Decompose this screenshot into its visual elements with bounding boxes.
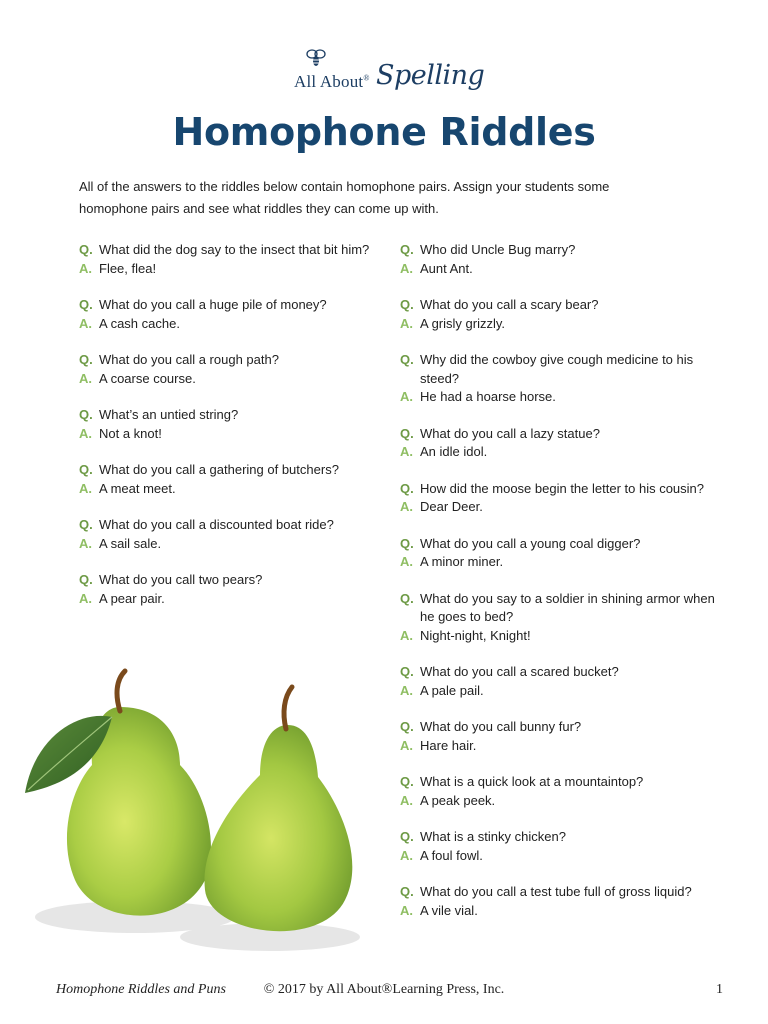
riddle-item — [400, 828, 720, 865]
riddle-question — [400, 590, 720, 627]
question-label: Q. — [79, 407, 93, 422]
answer-text: Not a knot! — [99, 425, 162, 441]
question-text: What do you call a huge pile of money? — [99, 297, 327, 312]
riddle-item — [400, 590, 720, 646]
riddle-item — [400, 351, 720, 407]
riddle-question — [79, 461, 374, 480]
riddle-question — [400, 883, 720, 902]
riddle-item — [400, 535, 720, 572]
question-text: What do you call a lazy statue? — [420, 425, 600, 441]
answer-label: A. — [400, 499, 413, 514]
question-text: What is a quick look at a mountaintop? — [420, 774, 644, 789]
riddle-answer — [400, 260, 720, 279]
riddle-answer — [400, 627, 720, 646]
riddle-answer — [79, 260, 374, 279]
riddle-question — [400, 425, 720, 444]
question-text: What do you call a scary bear? — [420, 297, 599, 312]
question-label: Q. — [400, 242, 414, 257]
answer-label: A. — [79, 260, 92, 276]
riddle-question — [400, 296, 720, 315]
question-text: What do you call a scared bucket? — [420, 664, 619, 679]
question-label: Q. — [79, 572, 93, 587]
riddle-item — [79, 296, 374, 333]
question-text: What do you call a discounted boat ride? — [99, 517, 334, 532]
brand-logo — [0, 46, 768, 102]
question-label: Q. — [79, 297, 93, 312]
answer-text: He had a hoarse horse. — [420, 389, 556, 404]
answer-label: A. — [400, 260, 413, 276]
riddles-right-column — [400, 241, 720, 938]
question-text: What’s an untied string? — [99, 407, 239, 422]
answer-label: A. — [79, 425, 92, 441]
answer-text: A meat meet. — [99, 480, 176, 496]
answer-label: A. — [400, 444, 413, 459]
riddle-item — [79, 406, 374, 443]
question-label: Q. — [400, 535, 414, 551]
answer-text: Night-night, Knight! — [420, 627, 531, 643]
riddle-item — [400, 425, 720, 462]
riddle-item — [400, 480, 720, 517]
answer-text: An idle idol. — [420, 444, 488, 459]
answer-text: A foul fowl. — [420, 847, 483, 863]
question-text: Who did Uncle Bug marry? — [420, 242, 576, 257]
riddle-answer — [400, 847, 720, 866]
answer-text: A coarse course. — [99, 370, 196, 386]
question-label: Q. — [400, 480, 414, 496]
question-label: Q. — [400, 884, 414, 899]
riddle-answer — [79, 425, 374, 444]
riddle-item — [400, 296, 720, 333]
answer-label: A. — [400, 315, 413, 331]
footer-page-number: 1 — [716, 982, 723, 997]
riddle-question — [79, 516, 374, 535]
logo-text-spelling: Spelling — [376, 60, 485, 91]
riddles-left-column — [79, 241, 374, 626]
answer-text: Dear Deer. — [420, 499, 483, 514]
question-text: What do you call bunny fur? — [420, 719, 582, 734]
riddle-question — [400, 241, 720, 260]
question-label: Q. — [400, 774, 414, 789]
question-label: Q. — [79, 517, 93, 532]
answer-label: A. — [400, 627, 413, 643]
pear-right — [205, 725, 353, 931]
question-label: Q. — [79, 352, 93, 367]
riddle-answer — [79, 590, 374, 609]
answer-label: A. — [79, 590, 92, 606]
riddle-answer — [79, 315, 374, 334]
riddle-answer — [400, 388, 720, 407]
question-label: Q. — [400, 829, 414, 844]
answer-text: A pale pail. — [420, 682, 484, 698]
riddle-answer — [400, 737, 720, 756]
question-text: What do you call a rough path? — [99, 352, 279, 367]
riddle-question — [400, 535, 720, 554]
logo-text-all-about: All About® — [294, 72, 370, 91]
answer-text: Hare hair. — [420, 737, 477, 753]
question-label: Q. — [79, 242, 93, 257]
riddle-question — [400, 828, 720, 847]
footer-doc-title: Homophone Riddles and Puns — [56, 982, 226, 997]
question-label: Q. — [400, 297, 414, 312]
riddle-answer — [400, 498, 720, 517]
intro-paragraph: All of the answers to the riddles below contain homophone pairs. Assign your students some homophone pairs and see what riddles they can come up with. — [79, 179, 610, 216]
riddle-answer — [400, 553, 720, 572]
answer-text: A vile vial. — [420, 902, 478, 918]
answer-label: A. — [79, 535, 92, 551]
riddle-answer — [79, 480, 374, 499]
riddle-question — [79, 296, 374, 315]
answer-text: A sail sale. — [99, 535, 162, 551]
riddle-answer — [79, 535, 374, 554]
answer-label: A. — [400, 554, 413, 569]
riddle-question — [400, 718, 720, 737]
footer-copyright: © 2017 by All About®Learning Press, Inc. — [263, 982, 505, 997]
riddle-question — [79, 241, 374, 260]
riddle-item — [400, 773, 720, 810]
question-text: What do you call two pears? — [99, 572, 263, 587]
pear-right-stem — [284, 687, 292, 729]
riddle-question — [79, 571, 374, 590]
answer-text: A minor miner. — [420, 554, 504, 569]
pear-left-stem — [117, 671, 125, 711]
question-text: What did the dog say to the insect that bit him? — [99, 242, 370, 257]
answer-text: A cash cache. — [99, 315, 180, 331]
answer-text: A peak peek. — [420, 792, 496, 808]
answer-text: A pear pair. — [99, 590, 165, 606]
question-label: Q. — [400, 664, 414, 679]
question-text: What is a stinky chicken? — [420, 829, 566, 844]
riddle-item — [400, 718, 720, 755]
riddle-item — [79, 351, 374, 388]
answer-label: A. — [400, 737, 413, 753]
riddle-answer — [79, 370, 374, 389]
riddle-item — [79, 516, 374, 553]
riddle-question — [400, 480, 720, 499]
question-label: Q. — [400, 425, 414, 441]
answer-text: Aunt Ant. — [420, 260, 473, 276]
question-text: What do you say to a soldier in shining armor when he goes to bed? — [420, 590, 715, 624]
riddle-item — [79, 241, 374, 278]
answer-label: A. — [400, 792, 413, 808]
riddle-answer — [400, 682, 720, 701]
page-title: Homophone Riddles — [172, 110, 596, 154]
riddle-question — [79, 351, 374, 370]
riddle-answer — [400, 315, 720, 334]
question-text: What do you call a test tube full of gross liquid? — [420, 884, 692, 899]
pears-illustration — [20, 665, 370, 965]
question-label: Q. — [400, 590, 414, 606]
answer-label: A. — [400, 847, 413, 863]
answer-text: A grisly grizzly. — [420, 315, 505, 331]
riddle-item — [400, 883, 720, 920]
answer-text: Flee, flea! — [99, 260, 157, 276]
riddle-question — [400, 663, 720, 682]
answer-label: A. — [400, 682, 413, 698]
riddle-question — [79, 406, 374, 425]
answer-label: A. — [79, 370, 92, 386]
riddle-answer — [400, 902, 720, 921]
question-label: Q. — [400, 352, 414, 367]
riddle-answer — [400, 792, 720, 811]
question-text: What do you call a gathering of butchers? — [99, 462, 339, 477]
riddle-question — [400, 773, 720, 792]
riddle-question — [400, 351, 720, 388]
riddle-item — [400, 241, 720, 278]
question-text: Why did the cowboy give cough medicine to his steed? — [420, 352, 694, 386]
question-text: How did the moose begin the letter to his cousin? — [420, 480, 705, 496]
answer-label: A. — [79, 315, 92, 331]
riddle-item — [79, 461, 374, 498]
answer-label: A. — [400, 902, 413, 918]
riddle-answer — [400, 443, 720, 462]
question-text: What do you call a young coal digger? — [420, 535, 641, 551]
bee-icon — [304, 46, 328, 70]
question-label: Q. — [79, 462, 93, 477]
answer-label: A. — [79, 480, 92, 496]
answer-label: A. — [400, 389, 413, 404]
riddle-item — [79, 571, 374, 608]
riddle-item — [400, 663, 720, 700]
question-label: Q. — [400, 719, 414, 734]
